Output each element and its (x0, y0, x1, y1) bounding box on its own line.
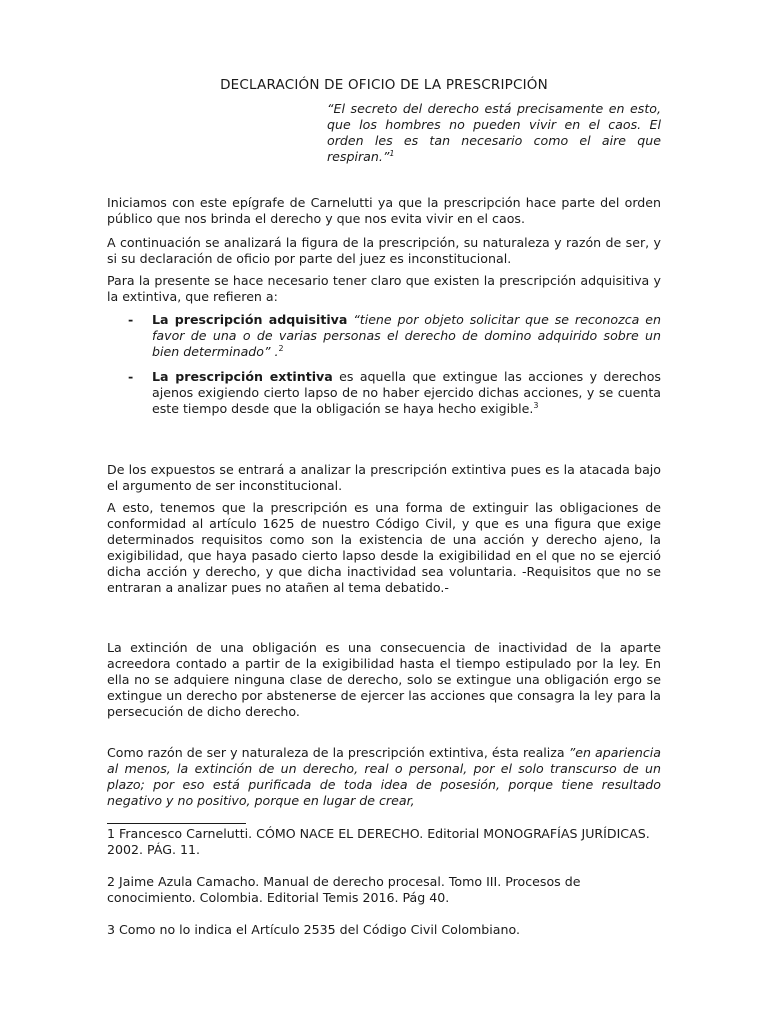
epigraph-text: “El secreto del derecho está precisamente en esto, que los hombres no pueden vivir en el caos. El orden les es tan necesario como el aire que respiran.” (327, 101, 661, 164)
paragraph (107, 745, 661, 809)
list-item (128, 369, 661, 417)
document-title: DECLARACIÓN DE OFICIO DE LA PRESCRIPCIÓN (220, 77, 548, 93)
list-item-term: La prescripción adquisitiva (152, 312, 348, 327)
list-item-text: “tiene por objeto solicitar que se reconozca en favor de una o de varias personas el derecho de domino adquirido sobre un bien determinado” . (152, 312, 661, 359)
epigraph-quote (327, 101, 661, 165)
list-item-term: La prescripción extintiva (152, 369, 333, 384)
paragraph: De los expuestos se entrará a analizar la prescripción extintiva pues es la atacada bajo el argumento de ser inconstitucional. (107, 462, 661, 493)
bullet-dash: - (128, 312, 134, 327)
paragraph: La extinción de una obligación es una consecuencia de inactividad de la aparte acreedora contado a partir de la exigibilidad hasta el tiempo estipulado por la ley. En ella no se adquiere ninguna clase de derecho, solo se extingue una obligación ergo se extingue un derecho por abstenerse de ejercer las acciones que consagra la ley para la persecución de dicho derecho. (107, 640, 661, 719)
footnote: 1 Francesco Carnelutti. CÓMO NACE EL DERECHO. Editorial MONOGRAFÍAS JURÍDICAS. 2002. PÁG. 11. (107, 826, 650, 857)
paragraph: A esto, tenemos que la prescripción es una forma de extinguir las obligaciones de conformidad al artículo 1625 de nuestro Código Civil, y que es una figura que exige determinados requisitos como son la existencia de una acción y derecho ajeno, la exigibilidad, que haya pasado cierto lapso desde la exigibilidad en el que no se ejerció dicha acción y derecho, y que dicha inactividad sea voluntaria. -Requisitos que no se entraran a analizar pues no atañen al tema debatido.- (107, 500, 661, 595)
paragraph: A continuación se analizará la figura de la prescripción, su naturaleza y razón de ser, y si su declaración de oficio por parte del juez es inconstitucional. (107, 235, 661, 266)
footnote: 3 Como no lo indica el Artículo 2535 del Código Civil Colombiano. (107, 922, 520, 937)
list-item-text: es aquella que extingue las acciones y derechos ajenos exigiendo cierto lapso de no haber ejercido dichas acciones, y se cuenta este tiempo desde que la obligación se haya hecho exigible. (152, 369, 661, 416)
list-item (128, 312, 661, 360)
bullet-dash: - (128, 369, 134, 384)
footnote: 2 Jaime Azula Camacho. Manual de derecho procesal. Tomo III. Procesos de conocimiento. Colombia. Editorial Temis 2016. Pág 40. (107, 874, 581, 905)
paragraph-lead: Como razón de ser y naturaleza de la prescripción extintiva, ésta realiza (107, 745, 569, 760)
footnote-ref[interactable]: 3 (533, 400, 539, 410)
footnote-separator (107, 823, 246, 824)
paragraph: Iniciamos con este epígrafe de Carnelutti ya que la prescripción hace parte del orden público que nos brinda el derecho y que nos evita vivir en el caos. (107, 195, 661, 226)
paragraph-quote: ”en apariencia al menos, la extinción de un derecho, real o personal, por el solo transcurso de un plazo; por eso está purificada de toda idea de posesión, porque tiene resultado negativo y no positivo, porque en lugar de crear, (107, 745, 661, 808)
footnote-ref[interactable]: 2 (278, 343, 284, 353)
paragraph: Para la presente se hace necesario tener claro que existen la prescripción adquisitiva y la extintiva, que refieren a: (107, 273, 661, 304)
footnote-ref[interactable]: 1 (389, 148, 395, 158)
